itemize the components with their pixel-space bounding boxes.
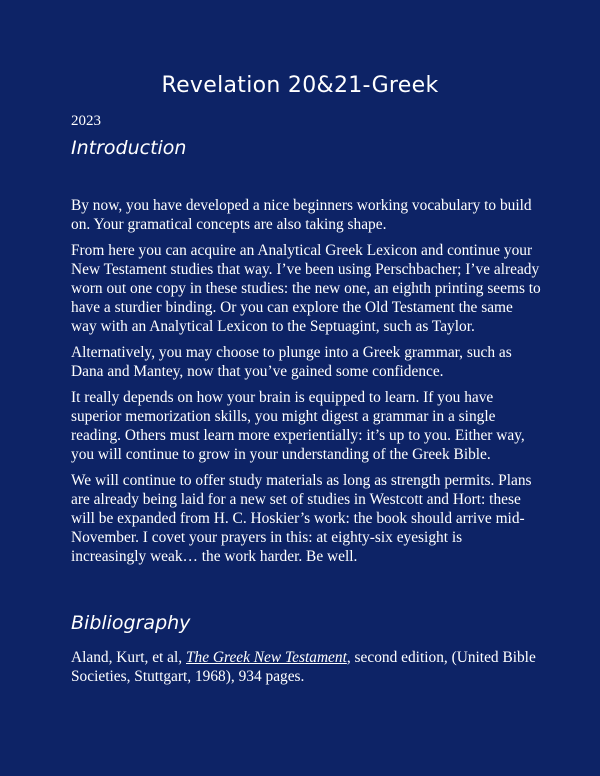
bibliography-entry bbox=[71, 648, 541, 693]
bibliography-author: Aland, Kurt, et al, bbox=[71, 649, 186, 666]
introduction-paragraph: We will continue to offer study materials as long as strength permits. Plans are already being laid for a new set of studies in Westcott and Hort: these will be expanded from H. C. Hoskier’s work: the book should arrive mid-November. I covet your prayers in this: at eighty-six eyesight is increasingly weak… the work harder. Be well. bbox=[71, 472, 532, 565]
introduction-paragraph: Alternatively, you may choose to plunge into a Greek grammar, such as Dana and Mantey, now that you’ve gained some confidence. bbox=[71, 344, 512, 380]
bibliography-heading: Bibliography bbox=[71, 612, 191, 634]
introduction-paragraph: It really depends on how your brain is equipped to learn. If you have superior memorization skills, you might digest a grammar in a single reading. Others must learn more experientially: it’s up to you. Either way, you will continue to grow in your understanding of the Greek Bible. bbox=[71, 389, 525, 463]
introduction-paragraph: By now, you have developed a nice beginners working vocabulary to build on. Your gramatical concepts are also taking shape. bbox=[71, 197, 532, 233]
document-title: Revelation 20&21-Greek bbox=[161, 73, 439, 98]
bibliography-book-title-link[interactable]: The Greek New Testament bbox=[185, 649, 347, 666]
introduction-body bbox=[71, 196, 541, 573]
document-year: 2023 bbox=[71, 113, 101, 129]
introduction-heading: Introduction bbox=[71, 137, 187, 159]
bibliography-details: , second edition, (United Bible Societies, Stuttgart, 1968), 934 pages. bbox=[71, 649, 536, 685]
introduction-paragraph: From here you can acquire an Analytical Greek Lexicon and continue your New Testament studies that way. I’ve been using Perschbacher; I’ve already worn out one copy in these studies: the new one, an eighth printing seems to have a sturdier binding. Or you can explore the Old Testament the same way with an Analytical Lexicon to the Septuagint, such as Taylor. bbox=[71, 242, 541, 335]
